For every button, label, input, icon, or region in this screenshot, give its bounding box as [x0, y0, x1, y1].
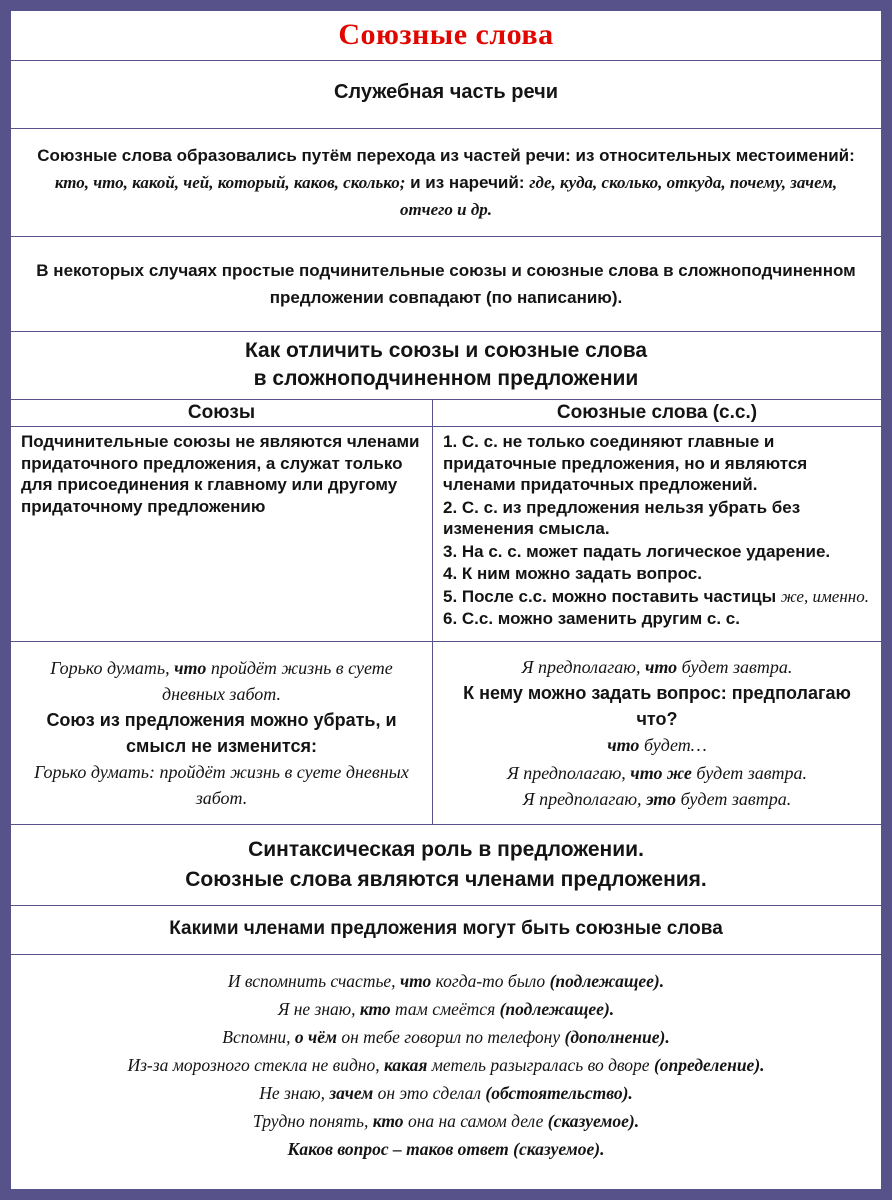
example-line [19, 1051, 873, 1079]
text-segment: 6. С.с. можно заменить другим с. с. [443, 609, 740, 628]
text-segment: 5. После с.с. можно поставить частицы [443, 586, 781, 606]
text-segment: она на самом деле [403, 1110, 548, 1131]
text-segment: (подлежащее). [549, 970, 665, 991]
conjunctions-header: Союзы [11, 400, 432, 427]
text-segment: Из-за морозного стекла не видно, [127, 1054, 384, 1075]
example-line [19, 967, 873, 995]
text-segment: кто, что, какой, чей, который, каков, сколько; [54, 173, 406, 192]
conjunctions-body [11, 427, 432, 527]
text-segment: (дополнение). [564, 1026, 670, 1047]
text-segment: (определение). [653, 1054, 765, 1075]
text-segment: кто [359, 998, 391, 1019]
text-segment: 1. С. с. не только соединяют главные и придаточные предложения, но и являются членами придаточных предложений. [443, 432, 808, 494]
part-of-speech-heading: Служебная часть речи [333, 81, 559, 103]
example-line [23, 759, 420, 811]
text-segment: будет завтра. [677, 656, 793, 677]
text-segment: К нему можно задать вопрос: предполагаю что? [463, 682, 851, 729]
part-of-speech-row [11, 61, 881, 129]
conjunctions-text: Подчинительные союзы не являются членами придаточного предложения, а служат только для присоединения к главному или другому придаточному предложению [21, 432, 420, 516]
conjunctions-column [11, 400, 433, 641]
text-segment: пройдёт жизнь в суете дневных забот. [161, 657, 393, 704]
syntax-role-line-1: Синтаксическая роль в предложении. [248, 837, 644, 861]
example-line [19, 1079, 873, 1107]
example-line [19, 1135, 873, 1163]
text-segment: Я не знаю, [277, 998, 360, 1019]
example-line [445, 786, 869, 812]
list-item [443, 497, 871, 540]
conjunctive-words-header: Союзные слова (с.с.) [433, 400, 881, 427]
text-segment: о чём [294, 1026, 337, 1047]
text-segment: (сказуемое). [547, 1110, 640, 1131]
example-line [23, 655, 420, 707]
example-line [23, 707, 420, 759]
examples-right [433, 642, 881, 824]
text-segment: что [399, 970, 432, 991]
text-segment: Я предполагаю, [521, 656, 645, 677]
text-segment: кто [372, 1110, 404, 1131]
text-segment: это [646, 788, 677, 809]
members-heading: Какими членами предложения могут быть союзные слова [169, 917, 723, 939]
example-line [445, 680, 869, 732]
list-item [443, 586, 871, 608]
origin-paragraph [33, 142, 859, 223]
coincidence-row [11, 237, 881, 332]
text-segment: метель разыгралась во дворе [427, 1054, 654, 1075]
example-line [445, 732, 869, 758]
text-segment: Союзные слова образовались путём перехода из частей речи: из относительных местоимений: [37, 146, 855, 165]
title-row [11, 11, 881, 61]
syntax-role-row [11, 825, 881, 906]
examples-left [11, 642, 433, 824]
how-to-distinguish-heading [11, 332, 881, 400]
page-title: Союзные слова [338, 18, 554, 51]
list-item [443, 541, 871, 563]
list-item [443, 431, 871, 496]
text-segment: Я предполагаю, [506, 762, 631, 783]
members-heading-row [11, 906, 881, 955]
text-segment: будет завтра. [691, 762, 808, 783]
examples-table [11, 642, 881, 825]
text-segment: и из наречий: [405, 173, 530, 192]
text-segment: же, именно. [780, 586, 869, 606]
comparison-table [11, 400, 881, 642]
text-segment: когда-то было [431, 970, 550, 991]
text-segment: где, куда, сколько, откуда, почему, зачем, отчего и др. [399, 173, 838, 219]
text-segment: что [607, 734, 640, 755]
text-segment: что же [630, 762, 692, 783]
text-segment: будет завтра. [676, 788, 792, 809]
text-segment: (обстоятельство). [485, 1082, 633, 1103]
text-segment: Вспомни, [222, 1026, 295, 1047]
text-segment: там смеётся [390, 998, 500, 1019]
text-segment: Не знаю, [259, 1082, 330, 1103]
text-segment: он это сделал [373, 1082, 486, 1103]
how-to-line-2: в сложноподчиненном предложении [253, 367, 639, 390]
text-segment: зачем [329, 1082, 374, 1103]
text-segment: 3. На с. с. может падать логическое ударение. [443, 541, 831, 561]
example-line [19, 995, 873, 1023]
text-segment: что [174, 657, 207, 678]
how-to-line-1: Как отличить союзы и союзные слова [244, 339, 648, 362]
text-segment: Горько думать: пройдёт жизнь в суете дневных забот. [34, 761, 409, 808]
text-segment: (подлежащее). [499, 998, 615, 1019]
text-segment: он тебе говорил по телефону [337, 1026, 565, 1047]
example-line [445, 760, 869, 786]
example-line [19, 1023, 873, 1051]
text-segment: И вспомнить счастье, [227, 970, 400, 991]
text-segment: Трудно понять, [252, 1110, 373, 1131]
text-segment: Горько думать, [50, 657, 175, 678]
text-segment: будет… [639, 734, 707, 755]
member-examples-row [11, 955, 881, 1190]
conjunctive-words-body [433, 427, 881, 641]
poster-sheet [11, 11, 881, 1189]
example-line [445, 654, 869, 680]
conjunctive-words-column [433, 400, 881, 641]
syntax-role-line-2: Союзные слова являются членами предложения. [185, 867, 707, 891]
text-segment: Каков вопрос – таков ответ (сказуемое). [287, 1138, 605, 1159]
text-segment: что [644, 656, 678, 677]
text-segment: Союз из предложения можно убрать, и смысл не изменится: [46, 709, 397, 756]
list-item [443, 608, 871, 630]
list-item [443, 563, 871, 585]
coincidence-paragraph: В некоторых случаях простые подчинительные союзы и союзные слова в сложноподчиненном предложении совпадают (по написанию). [36, 261, 856, 307]
text-segment: 2. С. с. из предложения нельзя убрать без изменения смысла. [443, 497, 801, 538]
text-segment: какая [383, 1054, 428, 1075]
text-segment: Я предполагаю, [522, 788, 647, 809]
text-segment: 4. К ним можно задать вопрос. [443, 564, 702, 583]
origin-row [11, 129, 881, 237]
example-line [19, 1107, 873, 1135]
